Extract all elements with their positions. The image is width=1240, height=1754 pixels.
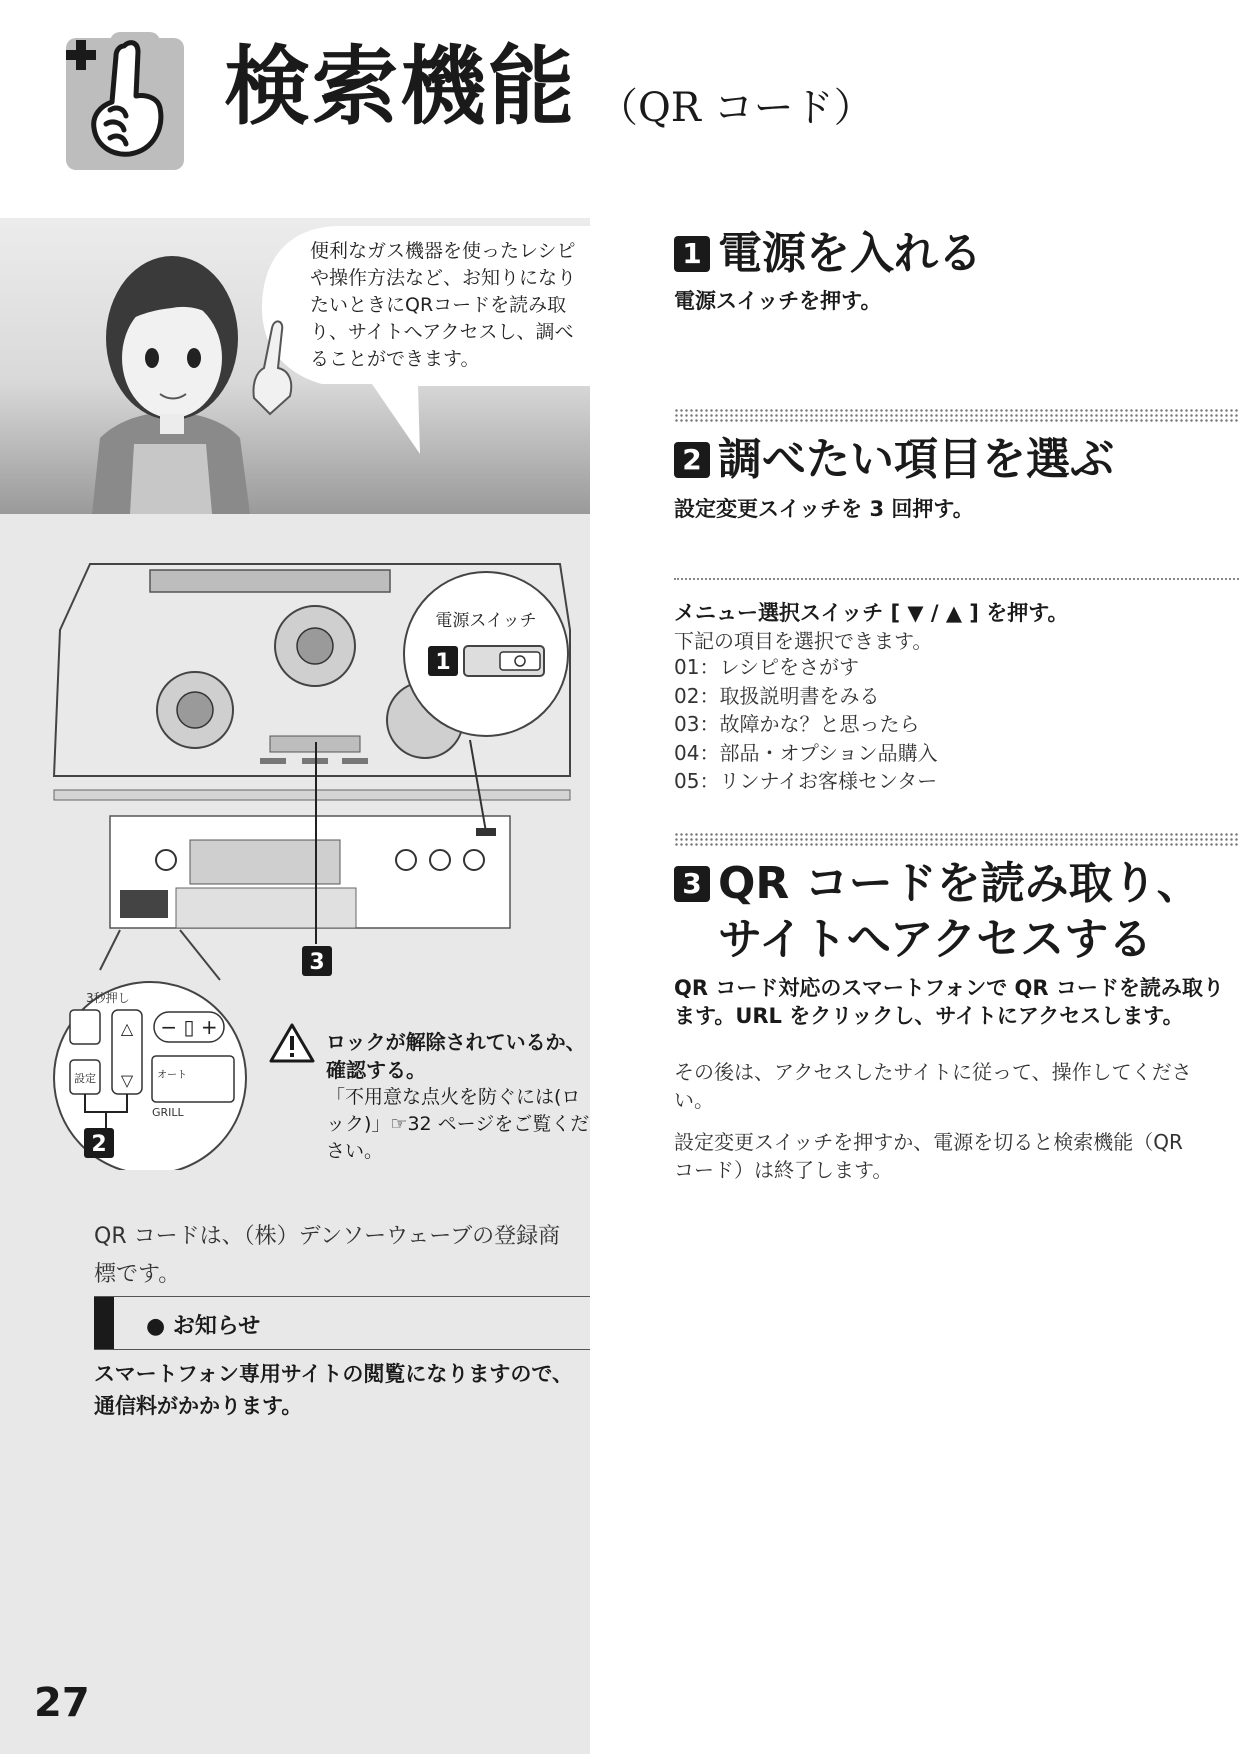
page-subtitle: （QR コード） [598,85,874,131]
step-1-desc: 電源スイッチを押す。 [674,289,882,313]
list-item: 05：リンナイお客様センター [674,769,938,793]
menu-list [674,653,938,796]
list-item: 04：部品・オプション品購入 [674,740,938,765]
svg-text:▽: ▽ [120,1071,134,1090]
list-item: 02：取扱説明書をみる [674,683,880,708]
step-2-title: 調べたい項目を選ぶ [718,434,1114,485]
power-switch-label: 電源スイッチ [435,611,537,631]
list-item: 03：故障かな？と思ったら [674,712,920,736]
notice-text: スマートフォン専用サイトの閲覧になりますので、通信料がかかります。 [94,1362,574,1418]
step-3-body: その後は、アクセスしたサイトに従って、操作してください。 [674,1060,1192,1112]
step-3-title-line1: QR コードを読み取り、 [718,858,1201,909]
section-divider [674,832,1240,848]
grill-label: GRILL [152,1106,184,1119]
notice-bar [94,1297,114,1349]
step-1-title: 電源を入れる [718,228,982,279]
trademark-note: QR コードは、（株）デンソーウェーブの登録商標です。 [94,1224,561,1287]
warning-heading: ロックが解除されているか、確認する。 [326,1030,586,1082]
page-title: 検索機能 [224,37,576,137]
callout-3: 3 [309,950,325,975]
sub-divider [674,578,1240,580]
step-1-heading [674,228,982,279]
speech-text: 便利なガス機器を使ったレシピや操作方法など、お知りになりたいときにQRコードを読み取り、サイトへアクセスし、調べることができます。 [310,240,577,370]
step-2-heading [674,434,1114,485]
svg-text:− ▯ +: − ▯ + [160,1015,218,1039]
pointing-hand-icon [66,32,196,170]
section-divider [674,408,1240,424]
step-3-heading [674,858,1201,909]
warning-text: 「不用意な点火を防ぐには(ロック)」☞32 ページをご覧ください。 [326,1086,590,1162]
step-2-desc: 設定変更スイッチを 3 回押す。 [674,497,974,521]
woman-illustration [92,256,291,514]
menu-desc: 下記の項目を選択できます。 [674,629,933,653]
notice-title: ● お知らせ [146,1314,261,1339]
step-3-instructions: QR コード対応のスマートフォンで QR コードを読み取ります。URL をクリックし、サイトにアクセスします。 [674,976,1224,1028]
step-2-number: 2 [674,442,710,478]
long-press-label: 3秒押し [86,991,130,1005]
menu-heading: メニュー選択スイッチ [ ▼ / ▲ ] を押す。 [674,601,1069,625]
callout-1: 1 [435,650,451,675]
notice-header [94,1296,590,1350]
auto-label: オート [157,1070,187,1081]
step-1-number: 1 [674,236,710,272]
settings-label: 設定 [74,1072,96,1085]
step-3-note: 設定変更スイッチを押すか、電源を切ると検索機能（QRコード）は終了します。 [674,1130,1183,1182]
step-3-number: 3 [674,866,710,902]
callout-2: 2 [91,1132,107,1157]
step-3-title-line2: サイトへアクセスする [718,914,1153,965]
svg-text:△: △ [120,1019,134,1038]
warning-icon [268,1022,316,1064]
list-item: 01：レシピをさがす [674,655,859,679]
page-number: 27 [34,1680,90,1726]
